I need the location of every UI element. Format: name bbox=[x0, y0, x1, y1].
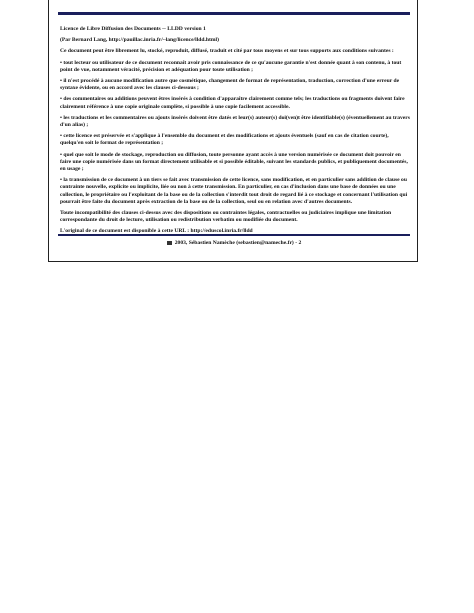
bottom-rule bbox=[58, 234, 410, 236]
footer-text: 2003, Sébastien Namèche (sebastien@nameche.fr) - 2 bbox=[174, 240, 302, 246]
license-clause: • des commentaires ou additions peuvent êtres insérés à condition d'apparaître clairement comme tels; les traductions ou fragments doivent faire clairement référence à une copie originale complète, si possible à une copie facilement accessible. bbox=[60, 96, 405, 110]
document-body bbox=[60, 26, 410, 240]
license-clause: • il n'est procédé à aucune modification autre que cosmétique, changement de format de représentation, traduction, correction d'une erreur de syntaxe évidente, ou en accord avec les clauses ci-dessous ; bbox=[60, 78, 400, 92]
license-intro: Ce document peut être librement lu, stocké, reproduit, diffusé, traduit et cité par tous moyens et sur tous supports aux conditions suivantes : bbox=[60, 48, 394, 55]
license-clause: • quel que soit le mode de stockage, reproduction ou diffusion, toute personne ayant accès à une version numérisée ce document doit pouvoir en faire une copie numérisée dans un format directement utilisable et si possible éditable, suivant les standards publics, et publiquement documentés, en usage ; bbox=[60, 151, 408, 173]
license-incompatibility: Toute incompatibilité des clauses ci-dessus avec des dispositions ou contraintes légales, contractuelles ou judiciaires implique une limitation correspondante du droit de lecture, utilisation ou redistribution verbatim ou modifiée du document. bbox=[60, 210, 392, 224]
license-clause: • la transmission de ce document à un tiers se fait avec transmission de cette licence, sans modification, et en particulier sans addition de clause ou contrainte nouvelle, explicite ou implicite, liée ou non à cette transmission. En particulier, en cas d'inclusion dans une base de données ou une collection, le propriétaire ou l'exploitant de la base ou de la collection s'interdit tout droit de regard lié à ce stockage et concernant l'utilisation qui pourrait être faite du document après extraction de la base ou de la collection, seul ou en relation avec d'autres documents. bbox=[60, 177, 408, 205]
license-title bbox=[60, 26, 410, 44]
square-bullet-icon bbox=[167, 241, 172, 245]
page-footer bbox=[58, 240, 410, 246]
license-clause: • les traductions et les commentaires ou ajouts insérés doivent être datés et leur(s) auteur(s) doi(ven)t être identifiable(s) (éventuellement au travers d'un alias) ; bbox=[60, 114, 410, 129]
license-title-line1: Licence de Libre Diffusion des Documents -- LLDD version 1 bbox=[60, 26, 206, 32]
license-clause: • cette licence est préservée et s'applique à l'ensemble du document et des modifications et ajouts éventuels (sauf en cas de citation courte), quelqu'en soit le format de représentation ; bbox=[60, 133, 389, 147]
license-title-line2: (Par Bernard Lang, http://pauillac.inria.fr/~lang/licence/lldd.html) bbox=[60, 37, 219, 44]
license-clause: • tout lecteur ou utilisateur de ce document reconnaît avoir pris connaissance de ce qu'aucune garantie n'est donnée quant à son contenu, à tout point de vue, notamment véracité, précision et adéquation pour toute utilisation ; bbox=[60, 59, 402, 73]
license-url-line: L'original de ce document est disponible à cette URL : http://eduscol.inria.fr/lldd bbox=[60, 228, 253, 235]
top-rule bbox=[58, 12, 410, 15]
